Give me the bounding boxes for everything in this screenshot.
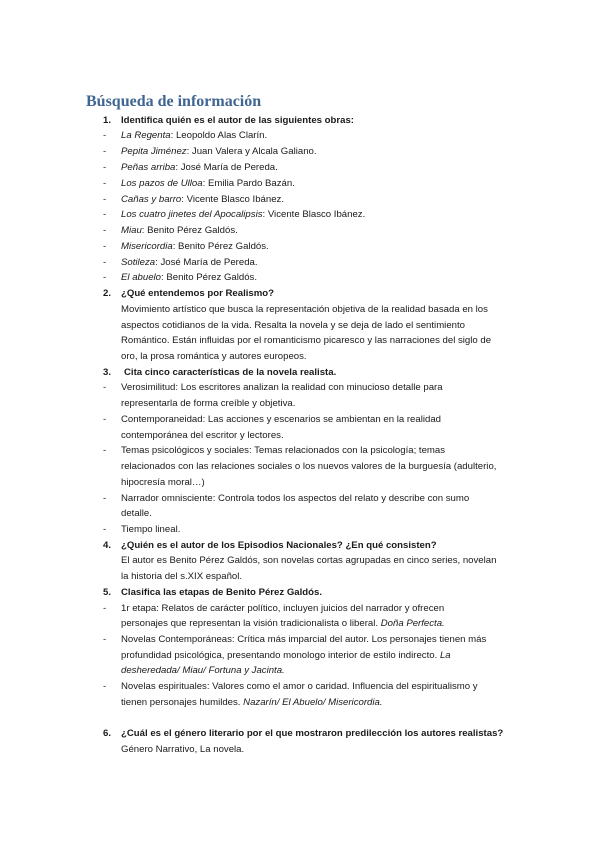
question-text: ¿Quién es el autor de los Episodios Nacionales? ¿En qué consisten?: [121, 540, 437, 551]
page-title: Búsqueda de información: [86, 93, 262, 110]
work-title: Miau: [121, 225, 142, 236]
bullet-dash: -: [103, 493, 107, 504]
work-title: Cañas y barro: [121, 194, 182, 205]
work-title: Sotileza: [121, 257, 156, 268]
bullet-dash: -: [103, 272, 107, 283]
bullet-dash: -: [103, 603, 107, 614]
question-text: Cita cinco características de la novela realista.: [124, 367, 337, 378]
work-title: Pepita Jiménez: [121, 146, 187, 157]
bullet-dash: -: [103, 681, 107, 692]
bullet-dash: -: [103, 241, 107, 252]
work-title: Los cuatro jinetes del Apocalipsis: [121, 209, 263, 220]
bullet-dash: -: [103, 382, 107, 393]
bullet-dash: -: [103, 257, 107, 268]
work-title: Los pazos de Ulloa: [121, 178, 203, 189]
bullet-dash: -: [103, 146, 107, 157]
work-author: : José María de Pereda.: [155, 257, 258, 268]
work-author: : Leopoldo Alas Clarín.: [170, 130, 268, 141]
bullet-dash: -: [103, 634, 107, 645]
work-author: : Juan Valera y Alcala Galiano.: [186, 146, 317, 157]
bullet-dash: -: [103, 524, 107, 535]
question-number: 3.: [103, 367, 112, 378]
bullet-dash: -: [103, 162, 107, 173]
work-author: : Vicente Blasco Ibánez.: [181, 194, 285, 205]
work-author: : Benito Pérez Galdós.: [141, 225, 238, 236]
question-number: 2.: [103, 288, 112, 299]
work-author: : Benito Pérez Galdós.: [161, 272, 258, 283]
question-number: 4.: [103, 540, 112, 551]
bullet-dash: -: [103, 209, 107, 220]
bullet-dash: -: [103, 194, 107, 205]
work-titles: desheredada/ Miau/ Fortuna y Jacinta.: [121, 665, 285, 676]
work-author: : Benito Pérez Galdós.: [172, 241, 269, 252]
work-title: La Regenta: [121, 130, 171, 141]
question-number: 5.: [103, 587, 112, 598]
question-number: 1.: [103, 115, 112, 126]
bullet-dash: -: [103, 225, 107, 236]
work-title: Peñas arriba: [121, 162, 176, 173]
work-title: Doña Perfecta.: [380, 618, 445, 629]
question-text: Clasifica las etapas de Benito Pérez Galdós.: [121, 587, 323, 598]
bullet-dash: -: [103, 178, 107, 189]
work-titles: Nazarín/ El Abuelo/ Misericordia.: [243, 697, 383, 708]
bullet-dash: -: [103, 445, 107, 456]
work-author: : José María de Pereda.: [175, 162, 278, 173]
document-page: Búsqueda de información 1. Identifica quién es el autor de las siguientes obras: - La Regenta: Leopoldo Alas Clarín. - Pepita Jiménez: Juan Valera y Alcala Galiano. - Peñas arriba: José María de Pereda. - Los pazos de Ulloa: Emilia Pardo Bazán. - Cañas y barro: Vicente Blasco Ibánez. - Los cuatro jinetes del Apocalipsis: Vicente Blasco Ibánez. - Miau: Benito Pérez Galdós. - Misericordia: Benito Pérez Galdós. - Sotileza: José María de Pereda. - El abuelo: Benito Pérez Galdós. 2. ¿Qué entendemos por Realismo? Movimiento artístico que busca la representación objetiva de la realidad basada en los aspectos cotidianos de la vida. Resalta la novela y se deja de lado el sentimiento Romántico. Están influidas por el romanticismo picaresco y las narraciones del siglo de oro, la prosa romántica y autores europeos. 3. Cita cinco características de la novela realista. - Verosimilitud: Los escritores analizan la realidad con minucioso detalle para representarla de forma creíble y objetiva. - Contemporaneidad: Las acciones y escenarios se ambientan en la realidad contemporánea del escritor y lectores. - Temas psicológicos y sociales: Temas relacionados con la psicología; temas relacionados con las relaciones sociales o los nuevos valores de la burguesía (adulterio, hipocresía moral…) - Narrador omnisciente: Controla todos los aspectos del relato y describe con sumo detalle. - Tiempo lineal. 4. ¿Quién es el autor de los Episodios Nacionales? ¿En qué consisten? El autor es Benito Pérez Galdós, son novelas cortas agrupadas en cinco series, novelan la historia del s.XIX español. 5. Clasifica las etapas de Benito Pérez Galdós. - 1r etapa: Relatos de carácter político, incluyen juicios del narrador y ofrecen personajes que representan la visión tradicionalista o liberal. Doña Perfecta. - Novelas Contemporáneas: Crítica más imparcial del autor. Los personajes tienen más profundidad psicológica, presentando monologo interior de estilo indirecto. La desheredada/ Miau/ Fortuna y Jacinta. - Novelas espirituales: Valores como el amor o caridad. Influencia del espiritualismo y tienen personajes humildes. Nazarín/ El Abuelo/ Misericordia. 6. ¿Cuál es el género literario por el que mostraron predilección los autores realistas? Género Narrativo, La novela.: [86, 93, 504, 755]
question-text: ¿Qué entendemos por Realismo?: [121, 288, 274, 299]
question-text: Identifica quién es el autor de las siguientes obras:: [121, 115, 354, 126]
work-title: El abuelo: [121, 272, 162, 283]
work-author: : Vicente Blasco Ibánez.: [262, 209, 366, 220]
work-title: Misericordia: [121, 241, 173, 252]
bullet-dash: -: [103, 130, 107, 141]
bullet-dash: -: [103, 414, 107, 425]
work-title: La: [439, 650, 451, 661]
question-text: ¿Cuál es el género literario por el que mostraron predilección los autores realistas?: [121, 728, 504, 739]
question-number: 6.: [103, 728, 112, 739]
work-author: : Emilia Pardo Bazán.: [202, 178, 295, 189]
